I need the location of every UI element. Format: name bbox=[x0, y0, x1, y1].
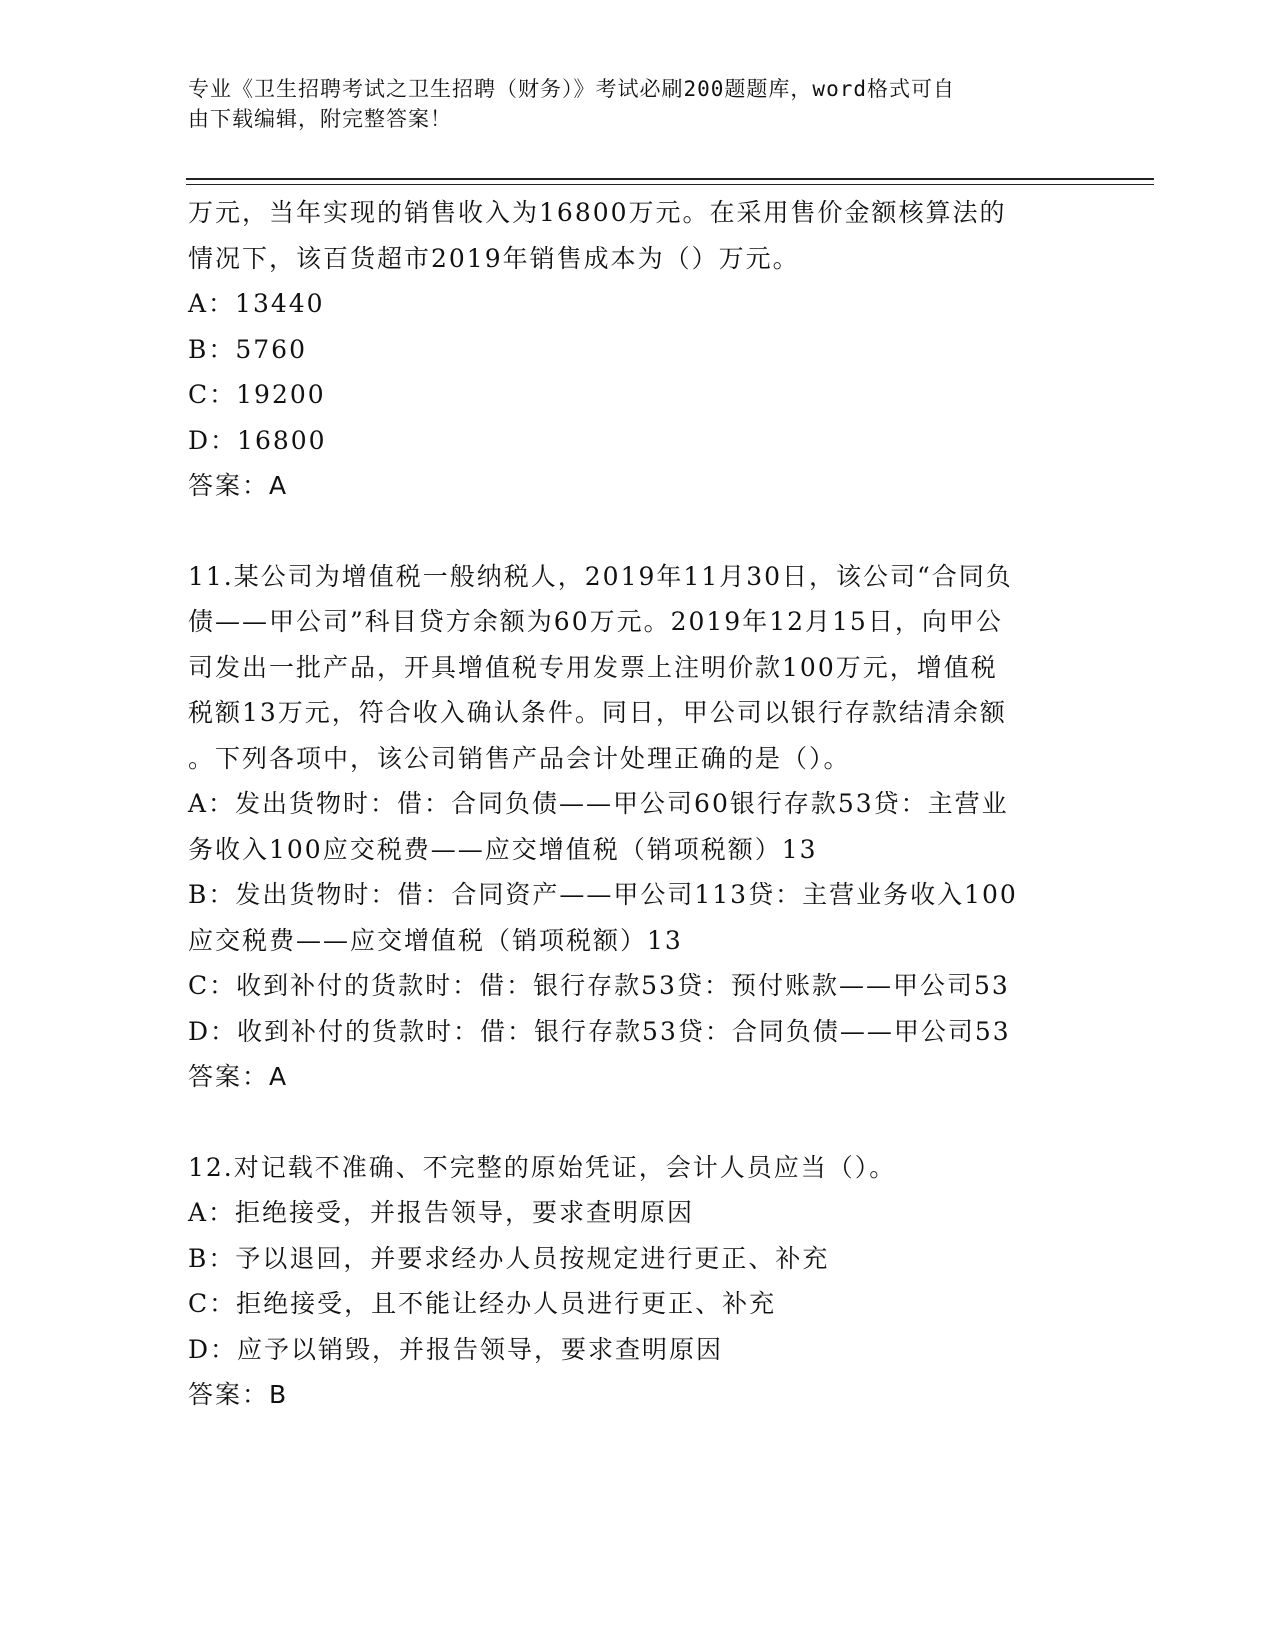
option-a: A：13440 bbox=[188, 289, 325, 318]
document-body bbox=[188, 190, 1088, 1418]
question-stem-line: 司发出一批产品，开具增值税专用发票上注明价款100万元，增值税 bbox=[188, 652, 998, 682]
option-a: A：拒绝接受，并报告领导，要求查明原因 bbox=[188, 1198, 695, 1227]
option-d: D：应予以销毁，并报告领导，要求查明原因 bbox=[188, 1334, 724, 1364]
header-divider-thick bbox=[186, 178, 1154, 180]
question-gap bbox=[188, 509, 1088, 554]
question-11 bbox=[188, 554, 1088, 1100]
question-stem-line: 债——甲公司”科目贷方余额为60万元。2019年12月15日，向甲公 bbox=[188, 607, 1003, 636]
option-d: D：16800 bbox=[188, 425, 327, 455]
option-c: C：收到补付的货款时：借：银行存款53贷：预付账款——甲公司53 bbox=[188, 971, 1010, 1000]
document-header bbox=[188, 74, 1068, 134]
question-10 bbox=[188, 190, 1088, 509]
option-c: C：19200 bbox=[188, 380, 326, 409]
question-stem-line: 11.某公司为增值税一般纳税人，2019年11月30日，该公司“合同负 bbox=[188, 561, 1013, 591]
question-gap bbox=[188, 1100, 1088, 1145]
question-stem-line: 万元，当年实现的销售收入为16800万元。在采用售价金额核算法的 bbox=[188, 198, 1007, 227]
question-stem-line: 税额13万元，符合收入确认条件。同日，甲公司以银行存款结清余额 bbox=[188, 698, 1007, 727]
option-d: D：收到补付的货款时：借：银行存款53贷：合同负债——甲公司53 bbox=[188, 1016, 1011, 1046]
option-b: B：予以退回，并要求经办人员按规定进行更正、补充 bbox=[188, 1243, 830, 1273]
question-stem-line: 。下列各项中，该公司销售产品会计处理正确的是（）。 bbox=[188, 743, 851, 773]
question-12 bbox=[188, 1145, 1088, 1418]
answer-line: 答案：B bbox=[188, 1380, 289, 1409]
header-line-2: 由下载编辑，附完整答案！ bbox=[188, 107, 452, 131]
option-a: A：发出货物时：借：合同负债——甲公司60银行存款53贷：主营业 bbox=[188, 789, 1009, 818]
header-line-1: 专业《卫生招聘考试之卫生招聘（财务）》考试必刷200题题库，word格式可自 bbox=[188, 77, 955, 101]
option-b-continued: 应交税费——应交增值税（销项税额）13 bbox=[188, 925, 683, 955]
option-a-continued: 务收入100应交税费——应交增值税（销项税额）13 bbox=[188, 834, 818, 864]
option-b: B：发出货物时：借：合同资产——甲公司113贷：主营业务收入100 bbox=[188, 880, 1018, 909]
answer-line: 答案：A bbox=[188, 1062, 289, 1091]
question-stem-line: 情况下，该百货超市2019年销售成本为（）万元。 bbox=[188, 243, 800, 273]
question-stem-line: 12.对记载不准确、不完整的原始凭证，会计人员应当（）。 bbox=[188, 1152, 897, 1182]
answer-line: 答案：A bbox=[188, 471, 289, 500]
option-c: C：拒绝接受，且不能让经办人员进行更正、补充 bbox=[188, 1289, 777, 1318]
option-b: B：5760 bbox=[188, 334, 307, 364]
header-divider-thin bbox=[186, 184, 1154, 185]
